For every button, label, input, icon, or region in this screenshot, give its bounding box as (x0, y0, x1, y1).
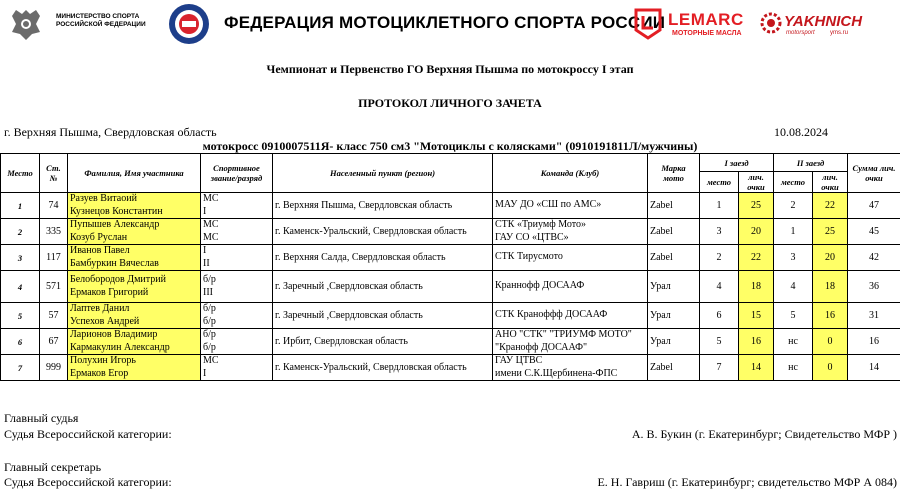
team-line1: Краннофф ДОСААФ (495, 280, 585, 292)
col-race1-place: место (700, 172, 739, 193)
locality-cell: г. Верхняя Пышма, Свердловская область (273, 193, 493, 219)
rank-cell (201, 271, 273, 303)
col-sum: Сумма лич. очки (848, 154, 900, 193)
team-line2: имени С.К.Щербинена-ФПС (495, 367, 618, 379)
name-cell (68, 271, 201, 303)
passenger-rank: I (203, 367, 207, 379)
team-line2: ГАУ СО «ЦТВС» (495, 231, 569, 243)
passenger-rank: II (203, 257, 210, 269)
race1-points-cell: 18 (739, 271, 774, 303)
passenger-name: Ермаков Григорий (70, 286, 149, 298)
driver-name: Полухин Игорь (70, 355, 136, 366)
team-cell (493, 271, 648, 303)
team-cell (493, 245, 648, 271)
col-race2-place: место (774, 172, 813, 193)
locality-cell: г. Каменск-Уральский, Свердловская область (273, 219, 493, 245)
col-locality: Населенный пункт (регион) (273, 154, 493, 193)
passenger-rank: I (203, 205, 207, 217)
locality-cell: г. Верхняя Салда, Свердловская область (273, 245, 493, 271)
driver-name: Ларионов Владимир (70, 329, 158, 340)
moto-cell: Урал (648, 271, 700, 303)
col-place: Место (1, 154, 40, 193)
secretary-name: Е. Н. Гавриш (г. Екатеринбург; свидетельство МФР А 084) (597, 475, 897, 489)
race1-points-cell: 16 (739, 329, 774, 355)
col-race2-points: лич. очки (813, 172, 848, 193)
race1-place-cell: 4 (700, 271, 739, 303)
federation-title: ФЕДЕРАЦИЯ МОТОЦИКЛЕТНОГО СПОРТА РОССИИ (224, 13, 666, 32)
results-table (0, 153, 900, 381)
start-number-cell: 999 (40, 355, 68, 381)
gear-icon (760, 12, 782, 34)
name-cell (68, 355, 201, 381)
race1-points-cell: 25 (739, 193, 774, 219)
team-cell (493, 355, 648, 381)
driver-rank: б/р (203, 274, 216, 285)
driver-name: Лаптев Данил (70, 303, 130, 314)
lemarc-shield-icon (632, 8, 664, 40)
header-row (1, 154, 900, 172)
sum-cell: 45 (848, 219, 900, 245)
race1-place-cell: 1 (700, 193, 739, 219)
start-number-cell: 74 (40, 193, 68, 219)
driver-name: Разуев Витаоий (70, 193, 137, 204)
race2-points-cell: 16 (813, 303, 848, 329)
col-rank: Спортивное звание/разряд (201, 154, 273, 193)
ministry-name: МИНИСТЕРСТВО СПОРТА РОССИЙСКОЙ ФЕДЕРАЦИИ (56, 13, 146, 28)
start-number-cell: 67 (40, 329, 68, 355)
place-cell: 5 (1, 303, 40, 329)
chief-judge-category: Судья Всероссийской категории: (4, 427, 172, 441)
page-header (0, 0, 900, 48)
team-line1: МАУ ДО «СШ по АМС» (495, 199, 602, 211)
rank-cell (201, 355, 273, 381)
class-description: мотокросс 0910007511Я- класс 750 см3 "Мотоциклы с колясками" (0910191811Л/мужчины) (202, 139, 698, 153)
race2-place-cell: нс (774, 329, 813, 355)
yakhnich-site: yms.ru (830, 30, 848, 36)
place-cell: 1 (1, 193, 40, 219)
secretary-category: Судья Всероссийской категории: (4, 475, 172, 489)
russian-emblem-icon (6, 4, 46, 44)
locality-cell: г. Ирбит, Свердловская область (273, 329, 493, 355)
team-cell (493, 329, 648, 355)
passenger-name: Козуб Руслан (70, 231, 128, 243)
sum-cell: 42 (848, 245, 900, 271)
sum-cell: 36 (848, 271, 900, 303)
protocol-title: ПРОТОКОЛ ЛИЧНОГО ЗАЧЕТА (358, 96, 542, 110)
race2-place-cell: 2 (774, 193, 813, 219)
race2-points-cell: 0 (813, 355, 848, 381)
sum-cell: 14 (848, 355, 900, 381)
col-moto: Марка мото (648, 154, 700, 193)
sum-cell: 47 (848, 193, 900, 219)
col-race2: II заезд (774, 154, 848, 172)
event-city: г. Верхняя Пышма, Свердловская область (4, 125, 217, 139)
name-cell (68, 329, 201, 355)
lemarc-logo (632, 8, 752, 42)
race2-points-cell: 18 (813, 271, 848, 303)
sum-cell: 31 (848, 303, 900, 329)
moto-cell: Zabel (648, 355, 700, 381)
race2-place-cell: нс (774, 355, 813, 381)
race2-place-cell: 4 (774, 271, 813, 303)
team-line2: "Кранофф ДОСААФ" (495, 341, 588, 353)
team-line1: СТК Краноффф ДОСААФ (495, 309, 608, 321)
race2-points-cell: 22 (813, 193, 848, 219)
table-row (1, 219, 900, 245)
yakhnich-name: YAKHNICH (784, 13, 863, 30)
race1-points-cell: 22 (739, 245, 774, 271)
place-cell: 6 (1, 329, 40, 355)
race1-place-cell: 5 (700, 329, 739, 355)
rank-cell (201, 193, 273, 219)
secretary-title: Главный секретарь (4, 460, 102, 474)
race2-points-cell: 0 (813, 329, 848, 355)
locality-cell: г. Каменск-Уральский, Свердловская область (273, 355, 493, 381)
team-cell (493, 219, 648, 245)
lemarc-subtitle: МОТОРНЫЕ МАСЛА (672, 30, 742, 37)
table-row (1, 303, 900, 329)
passenger-name: Кузнецов Константин (70, 205, 163, 217)
race1-place-cell: 7 (700, 355, 739, 381)
name-cell (68, 245, 201, 271)
passenger-rank: III (203, 286, 213, 298)
championship-title: Чемпионат и Первенство ГО Верхняя Пышма по мотокроссу I этап (266, 62, 634, 76)
event-date: 10.08.2024 (774, 125, 828, 139)
col-start-number: Ст. № (40, 154, 68, 193)
chief-judge-name: А. В. Букин (г. Екатеринбург; Свидетельство МФР ) (631, 427, 897, 441)
moto-cell: Zabel (648, 245, 700, 271)
col-name: Фамилия, Имя участника (68, 154, 201, 193)
sum-cell: 16 (848, 329, 900, 355)
driver-name: Иванов Павел (70, 245, 130, 256)
rank-cell (201, 303, 273, 329)
name-cell (68, 219, 201, 245)
team-line1: СТК «Триумф Мото» (495, 219, 586, 230)
place-cell: 7 (1, 355, 40, 381)
results-body (1, 193, 900, 381)
yakhnich-sub: motorsport (786, 30, 815, 36)
driver-name: Белобородов Дмитрий (70, 274, 166, 285)
moto-cell: Урал (648, 303, 700, 329)
race1-points-cell: 14 (739, 355, 774, 381)
race2-place-cell: 3 (774, 245, 813, 271)
race2-place-cell: 5 (774, 303, 813, 329)
lemarc-name: LEMARC (668, 10, 744, 29)
name-cell (68, 193, 201, 219)
passenger-rank: МС (203, 231, 219, 243)
driver-rank: МС (203, 193, 219, 204)
driver-rank: МС (203, 219, 219, 230)
table-row (1, 245, 900, 271)
race2-place-cell: 1 (774, 219, 813, 245)
passenger-name: Кармакулин Александр (70, 341, 170, 353)
passenger-name: Бамбуркин Вячеслав (70, 257, 159, 269)
locality-cell: г. Заречный ,Свердловская область (273, 271, 493, 303)
team-cell (493, 303, 648, 329)
moto-cell: Урал (648, 329, 700, 355)
race2-points-cell: 20 (813, 245, 848, 271)
race1-place-cell: 3 (700, 219, 739, 245)
passenger-name: Ермаков Егор (70, 367, 129, 379)
team-cell (493, 193, 648, 219)
race1-points-cell: 15 (739, 303, 774, 329)
table-row (1, 193, 900, 219)
table-row (1, 355, 900, 381)
start-number-cell: 57 (40, 303, 68, 329)
place-cell: 4 (1, 271, 40, 303)
locality-cell: г. Заречный ,Свердловская область (273, 303, 493, 329)
table-row (1, 329, 900, 355)
name-cell (68, 303, 201, 329)
rank-cell (201, 219, 273, 245)
col-race1-points: лич. очки (739, 172, 774, 193)
moto-cell: Zabel (648, 193, 700, 219)
chief-judge-title: Главный судья (4, 411, 79, 425)
rank-cell (201, 329, 273, 355)
passenger-rank: б/р (203, 341, 216, 353)
race2-points-cell: 25 (813, 219, 848, 245)
start-number-cell: 571 (40, 271, 68, 303)
team-line1: АНО "СТК" "ТРИУМФ МОТО" (495, 329, 632, 340)
driver-rank: МС (203, 355, 219, 366)
race1-points-cell: 20 (739, 219, 774, 245)
yakhnich-logo (760, 8, 900, 42)
race1-place-cell: 6 (700, 303, 739, 329)
driver-rank: I (203, 245, 207, 256)
place-cell: 2 (1, 219, 40, 245)
driver-name: Пупышев Александр (70, 219, 160, 230)
moto-cell: Zabel (648, 219, 700, 245)
passenger-rank: б/р (203, 315, 216, 327)
start-number-cell: 117 (40, 245, 68, 271)
mfr-logo-icon (168, 3, 210, 45)
place-cell: 3 (1, 245, 40, 271)
rank-cell (201, 245, 273, 271)
col-race1: I заезд (700, 154, 774, 172)
col-team: Команда (Клуб) (493, 154, 648, 193)
driver-rank: б/р (203, 329, 216, 340)
team-line1: ГАУ ЦТВС (495, 355, 543, 366)
passenger-name: Успехов Андрей (70, 315, 140, 327)
table-row (1, 271, 900, 303)
race1-place-cell: 2 (700, 245, 739, 271)
team-line1: СТК Тирусмото (495, 251, 563, 263)
driver-rank: б/р (203, 303, 216, 314)
start-number-cell: 335 (40, 219, 68, 245)
